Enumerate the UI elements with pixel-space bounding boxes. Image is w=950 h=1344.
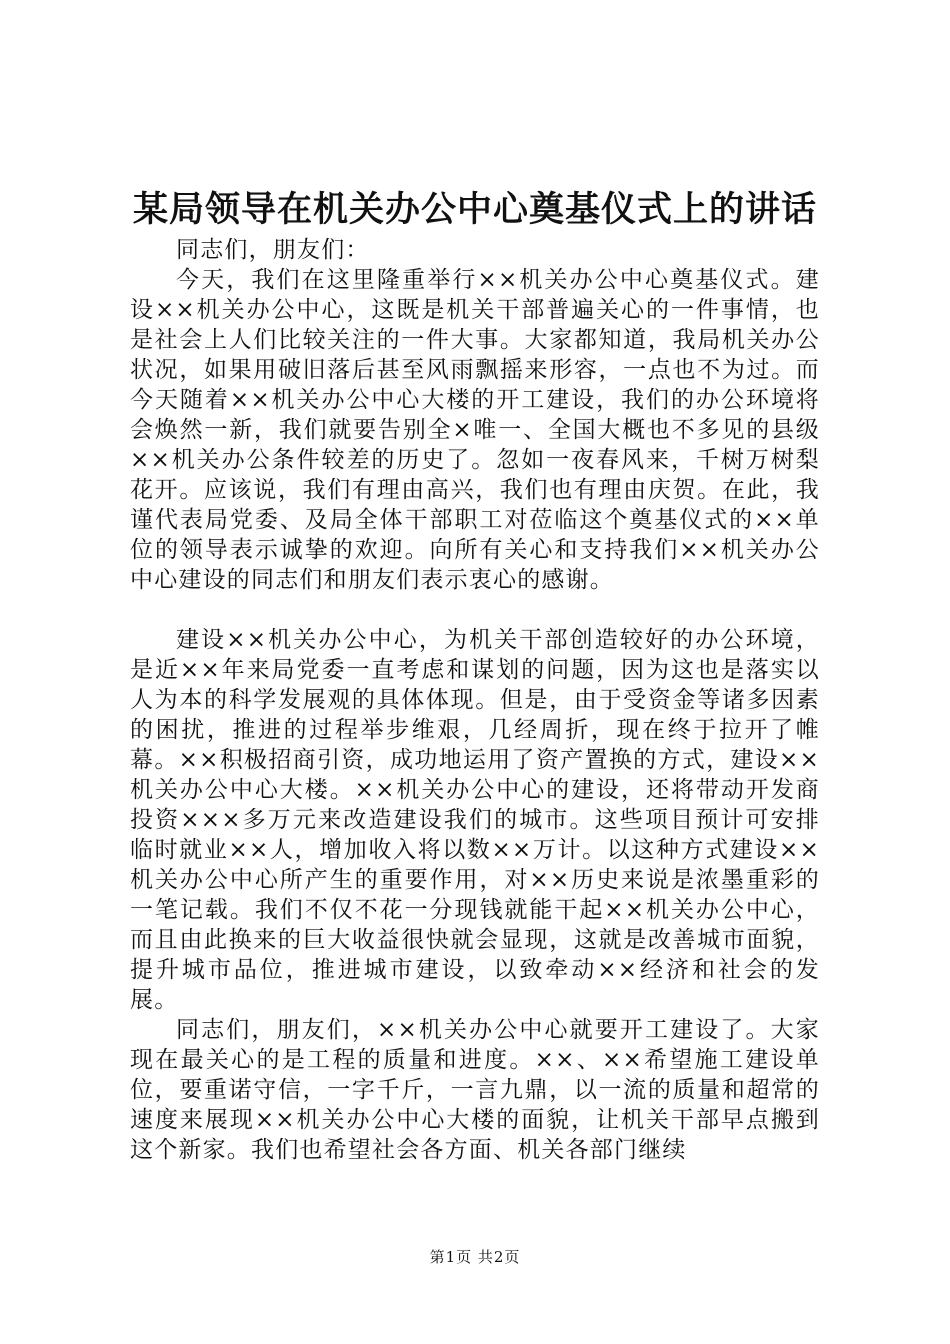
- body-paragraph: 同志们，朋友们，××机关办公中心就要开工建设了。大家现在最关心的是工程的质量和进度。××、××希望施工建设单位，要重诺守信，一字千斤，一言九鼎，以一流的质量和超常的速度来展现××机关办公中心大楼的面貌，让机关干部早点搬到这个新家。我们也希望社会各方面、机关各部门继续: [130, 1017, 820, 1163]
- body-paragraph: 建设××机关办公中心，为机关干部创造较好的办公环境，是近××年来局党委一直考虑和谋划的问题，因为这也是落实以人为本的科学发展观的具体体现。但是，由于受资金等诸多因素的困扰，推进的过程举步维艰，几经周折，现在终于拉开了帷幕。××积极招商引资，成功地运用了资产置换的方式，建设××机关办公中心大楼。××机关办公中心的建设，还将带动开发商投资×××多万元来改造建设我们的城市。这些项目预计可安排临时就业××人，增加收入将以数××万计。以这种方式建设××机关办公中心所产生的重要作用，对××历史来说是浓墨重彩的一笔记载。我们不仅不花一分现钱就能干起××机关办公中心，而且由此换来的巨大收益很快就会显现，这就是改善城市面貌，提升城市品位，推进城市建设，以致牵动××经济和社会的发展。: [130, 627, 820, 1013]
- page-number-footer: 第1页 共2页: [429, 1248, 521, 1266]
- document-body: [130, 235, 820, 1165]
- document-title: 某局领导在机关办公中心奠基仪式上的讲话: [132, 190, 817, 230]
- body-paragraph: 今天，我们在这里隆重举行××机关办公中心奠基仪式。建设××机关办公中心，这既是机关干部普遍关心的一件事情，也是社会上人们比较关注的一件大事。大家都知道，我局机关办公状况，如果用破旧落后甚至风雨飘摇来形容，一点也不为过。而今天随着××机关办公中心大楼的开工建设，我们的办公环境将会焕然一新，我们就要告别全×唯一、全国大概也不多见的县级××机关办公条件较差的历史了。忽如一夜春风来，千树万树梨花开。应该说，我们有理由高兴，我们也有理由庆贺。在此，我谨代表局党委、及局全体干部职工对莅临这个奠基仪式的××单位的领导表示诚挚的欢迎。向所有关心和支持我们××机关办公中心建设的同志们和朋友们表示衷心的感谢。: [130, 267, 820, 593]
- salutation-paragraph: 同志们，朋友们：: [176, 237, 370, 263]
